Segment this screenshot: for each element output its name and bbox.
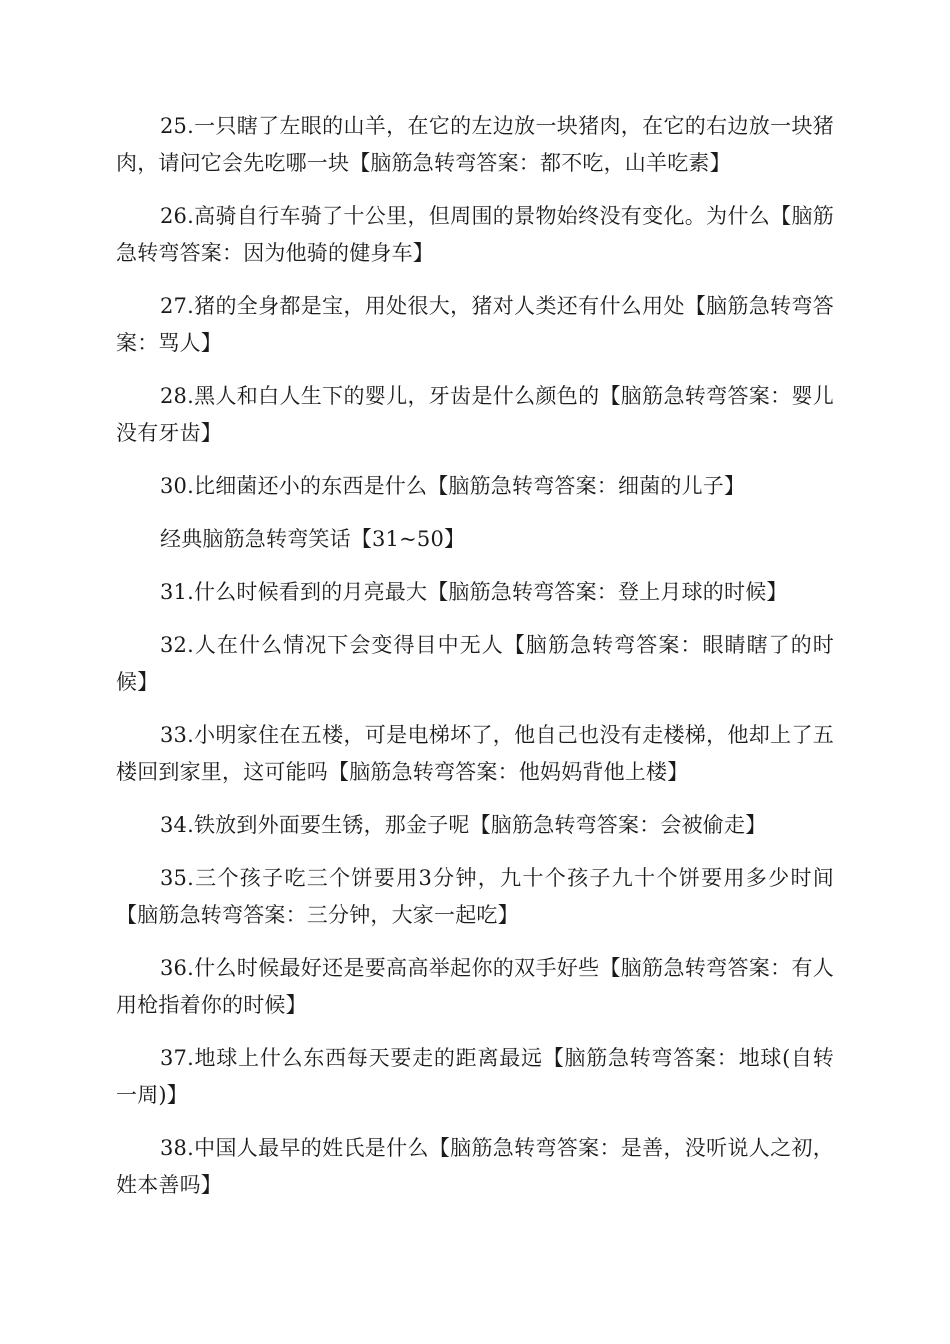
riddle-38: 38.中国人最早的姓氏是什么【脑筋急转弯答案：是善，没听说人之初，姓本善吗】 <box>116 1136 834 1197</box>
riddle-33: 33.小明家住在五楼，可是电梯坏了，他自己也没有走楼梯，他却上了五楼回到家里，这可能吗【脑筋急转弯答案：他妈妈背他上楼】 <box>116 723 834 784</box>
riddle-26: 26.高骑自行车骑了十公里，但周围的景物始终没有变化。为什么【脑筋急转弯答案：因为他骑的健身车】 <box>116 204 834 265</box>
riddle-31: 31.什么时候看到的月亮最大【脑筋急转弯答案：登上月球的时候】 <box>160 580 788 604</box>
riddle-35: 35.三个孩子吃三个饼要用3分钟，九十个孩子九十个饼要用多少时间【脑筋急转弯答案：三分钟，大家一起吃】 <box>116 866 834 927</box>
section-heading: 经典脑筋急转弯笑话【31~50】 <box>160 527 466 551</box>
riddle-36: 36.什么时候最好还是要高高举起你的双手好些【脑筋急转弯答案：有人用枪指着你的时候】 <box>116 956 834 1017</box>
document-body <box>116 108 834 1220</box>
riddle-32: 32.人在什么情况下会变得目中无人【脑筋急转弯答案：眼睛瞎了的时候】 <box>116 633 834 694</box>
riddle-27: 27.猪的全身都是宝，用处很大，猪对人类还有什么用处【脑筋急转弯答案：骂人】 <box>116 294 834 355</box>
riddle-34: 34.铁放到外面要生锈，那金子呢【脑筋急转弯答案：会被偷走】 <box>160 813 767 837</box>
riddle-30: 30.比细菌还小的东西是什么【脑筋急转弯答案：细菌的儿子】 <box>160 474 746 498</box>
riddle-25: 25.一只瞎了左眼的山羊，在它的左边放一块猪肉，在它的右边放一块猪肉，请问它会先吃哪一块【脑筋急转弯答案：都不吃，山羊吃素】 <box>116 114 834 175</box>
riddle-37: 37.地球上什么东西每天要走的距离最远【脑筋急转弯答案：地球(自转一周)】 <box>116 1046 834 1107</box>
riddle-28: 28.黑人和白人生下的婴儿，牙齿是什么颜色的【脑筋急转弯答案：婴儿没有牙齿】 <box>116 384 834 445</box>
